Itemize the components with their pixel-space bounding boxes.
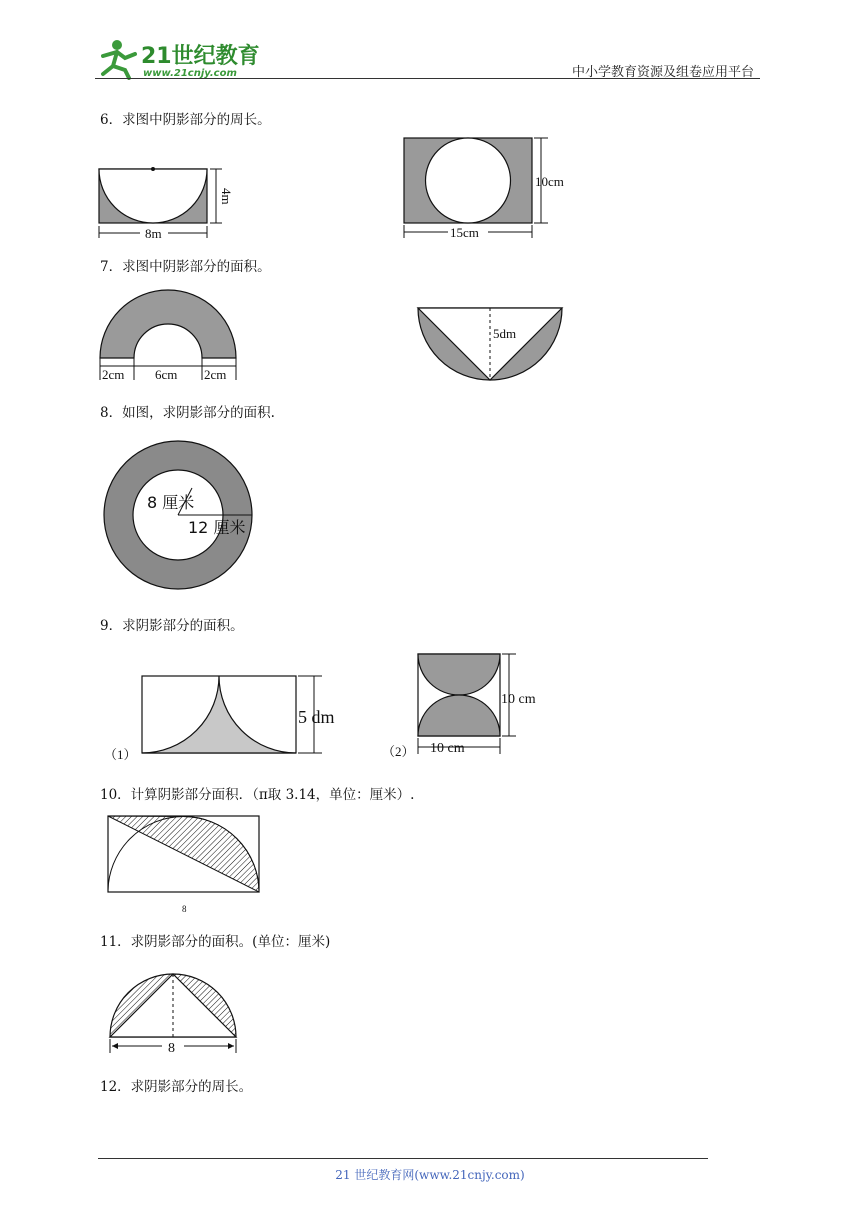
logo-url: www.21cnjy.com (143, 68, 237, 79)
question-8: 8．如图，求阴影部分的面积. (100, 405, 275, 421)
figure-q9b (380, 648, 550, 760)
figure-q7a (92, 282, 242, 382)
q7b-height-label: 5dm (493, 326, 517, 341)
q6b-width-label: 15cm (450, 225, 479, 240)
question-9: 9．求阴影部分的面积。 (100, 618, 244, 634)
q8-inner-label: 8 厘米 (147, 493, 195, 512)
logo-text: 21世纪教育 (141, 44, 260, 69)
question-10: 10．计算阴影部分面积．（π取 3.14，单位：厘米）. (100, 787, 415, 803)
q7a-right-label: 2cm (204, 367, 227, 382)
figure-q8 (100, 438, 260, 594)
question-7: 7．求图中阴影部分的面积。 (100, 259, 271, 275)
figure-q10 (100, 808, 270, 918)
logo-runner-icon (95, 36, 265, 80)
q9b-height-label: 10 cm (501, 692, 536, 707)
footer-rule (98, 1158, 708, 1159)
q7a-middle-label: 6cm (155, 367, 178, 382)
figure-q7b (410, 300, 570, 390)
q10-width-label: 8 (182, 904, 187, 914)
q11-width-label: 8 (168, 1041, 175, 1056)
question-6: 6．求图中阴影部分的周长。 (100, 112, 271, 128)
q9b-width-label: 10 cm (430, 741, 465, 756)
q8-outer-label: 12 厘米 (188, 518, 246, 537)
question-11: 11．求阴影部分的面积。(单位：厘米) (100, 934, 331, 950)
header-rule (95, 78, 760, 79)
q6a-width-label: 8m (145, 226, 162, 241)
header-platform-text: 中小学教育资源及组卷应用平台 (572, 65, 755, 80)
figure-q6b (398, 130, 588, 242)
header-logo (95, 36, 265, 80)
q9a-tag: （1） (104, 747, 137, 762)
figure-q11 (100, 965, 250, 1057)
q9a-height-label: 5 dm (298, 707, 335, 727)
figure-q9a (100, 665, 360, 765)
figure-q6a (90, 160, 240, 242)
q9b-tag: （2） (382, 744, 415, 759)
question-12: 12．求阴影部分的周长。 (100, 1079, 253, 1095)
footer-link[interactable]: 21 世纪教育网(www.21cnjy.com) (335, 1168, 525, 1182)
q6b-height-label: 10cm (535, 174, 564, 189)
q6a-height-label: 4m (219, 188, 234, 205)
q7a-left-label: 2cm (102, 367, 125, 382)
